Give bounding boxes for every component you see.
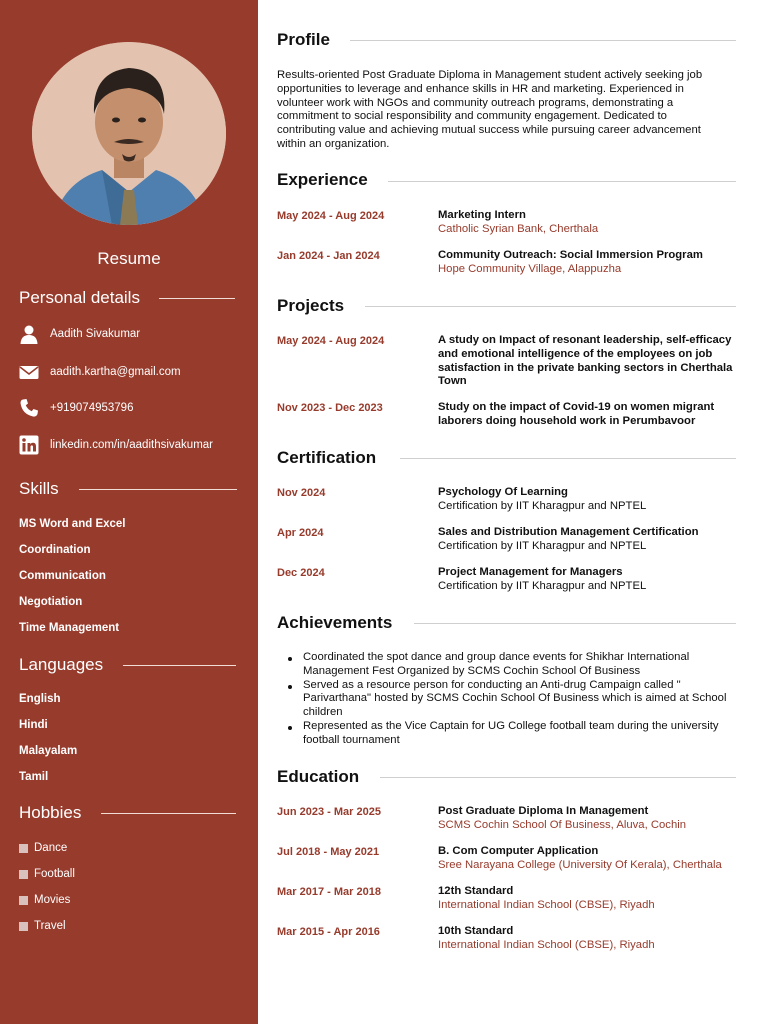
hobby-label: Football [34,868,75,880]
section-rule [365,306,736,307]
education-institution: International Indian School (CBSE), Riyadh [438,899,655,911]
language-item: Hindi [19,719,48,731]
education-institution: International Indian School (CBSE), Riyadh [438,939,655,951]
section-rule [350,40,736,41]
certification-date: Dec 2024 [277,567,325,579]
profile-photo [32,42,226,225]
education-title: 12th Standard [438,885,514,897]
contact-phone-text[interactable]: +919074953796 [50,402,134,414]
section-rule [400,458,736,459]
certification-heading: Certification [277,448,377,467]
skills-title: Skills [19,479,59,498]
linkedin-icon [19,435,39,455]
contact-email[interactable] [19,362,181,382]
heading-rule [159,298,235,299]
education-institution: Sree Narayana College (University Of Kerala), Cherthala [438,859,722,871]
experience-org: Catholic Syrian Bank, Cherthala [438,223,599,235]
skill-item: MS Word and Excel [19,518,126,530]
project-date: May 2024 - Aug 2024 [277,335,385,347]
education-title: 10th Standard [438,925,514,937]
experience-title: Community Outreach: Social Immersion Program [438,249,703,261]
skill-item: Communication [19,570,106,582]
education-title: B. Com Computer Application [438,845,599,857]
email-icon [19,362,39,382]
language-item: English [19,693,61,705]
hobby-item [19,842,67,854]
personal-details-heading [19,288,235,308]
bullet-square-icon [19,896,28,905]
education-heading: Education [277,767,360,786]
achievement-item: Represented as the Vice Captain for UG College football team during the university football tournament [286,720,736,748]
heading-rule [101,813,236,814]
hobbies-heading [19,803,236,823]
education-date: Mar 2017 - Mar 2018 [277,886,381,898]
achievement-item: Served as a resource person for conducting an Anti-drug Campaign called " Parivarthana" hosted by SCMS Cochin School Of Business which is aimed at School children [286,679,736,720]
section-rule [388,181,736,182]
skill-item: Coordination [19,544,91,556]
education-date: Jun 2023 - Mar 2025 [277,806,381,818]
project-date: Nov 2023 - Dec 2023 [277,402,383,414]
achievement-item: Coordinated the spot dance and group dance events for Shikhar International Management Fest Organized by SCMS Cochin School Of Business [286,651,736,679]
certification-issuer: Certification by IIT Kharagpur and NPTEL [438,540,647,552]
certification-title: Psychology Of Learning [438,486,568,498]
skills-heading [19,479,237,499]
profile-heading: Profile [277,30,330,49]
sidebar [0,0,258,1024]
hobby-label: Dance [34,842,68,854]
certification-issuer: Certification by IIT Kharagpur and NPTEL [438,500,647,512]
language-item: Malayalam [19,745,78,757]
heading-rule [123,665,236,666]
contact-phone[interactable] [19,398,134,418]
education-date: Mar 2015 - Apr 2016 [277,926,380,938]
hobby-item [19,868,75,880]
education-institution: SCMS Cochin School Of Business, Aluva, Cochin [438,819,687,831]
contact-email-text[interactable]: aadith.kartha@gmail.com [50,366,181,378]
experience-date: May 2024 - Aug 2024 [277,210,385,222]
personal-details-title: Personal details [19,288,140,307]
heading-rule [79,489,237,490]
certification-issuer: Certification by IIT Kharagpur and NPTEL [438,580,647,592]
contact-name-text: Aadith Sivakumar [50,328,141,340]
education-date: Jul 2018 - May 2021 [277,846,380,858]
achievements-list [286,651,736,748]
profile-text: Results-oriented Post Graduate Diploma in Management student actively seeking job opportunities to leverage and enhance skills in HR and marketing. Experienced in volunteer work with NGOs and community outreach programs, demonstrating a commitment to social responsibility and community engagement. Dedicated to contributing value and achieving mutual success while pursuing career advancement within an organization. [277,69,703,150]
bullet-square-icon [19,922,28,931]
skill-item: Negotiation [19,596,83,608]
phone-icon [19,398,39,418]
certification-title: Sales and Distribution Management Certification [438,526,699,538]
bullet-square-icon [19,844,28,853]
hobby-item [19,920,66,932]
hobby-item [19,894,70,906]
certification-title: Project Management for Managers [438,566,623,578]
contact-linkedin-text[interactable]: linkedin.com/in/aadithsivakumar [50,439,213,451]
experience-org: Hope Community Village, Alappuzha [438,263,622,275]
contact-linkedin[interactable] [19,435,213,455]
achievements-heading: Achievements [277,613,393,632]
certification-date: Apr 2024 [277,527,324,539]
experience-date: Jan 2024 - Jan 2024 [277,250,380,262]
hobbies-title: Hobbies [19,803,82,822]
education-title: Post Graduate Diploma In Management [438,805,649,817]
project-title: A study on Impact of resonant leadership, self-efficacy and emotional intelligence of the employees on job satisfaction in the private banking sectors in Cherthala Town [438,334,733,388]
hobby-label: Movies [34,894,71,906]
section-rule [414,623,736,624]
languages-title: Languages [19,655,104,674]
user-icon [19,324,39,344]
hobby-label: Travel [34,920,66,932]
languages-heading [19,655,236,675]
contact-name [19,324,141,344]
skill-item: Time Management [19,622,120,634]
project-title: Study on the impact of Covid-19 on women migrant laborers doing household work in Perumbavoor [438,401,715,427]
resume-label: Resume [97,249,161,268]
experience-heading: Experience [277,170,368,189]
certification-date: Nov 2024 [277,487,326,499]
bullet-square-icon [19,870,28,879]
language-item: Tamil [19,771,49,783]
projects-heading: Projects [277,296,345,315]
section-rule [380,777,736,778]
experience-title: Marketing Intern [438,209,526,221]
